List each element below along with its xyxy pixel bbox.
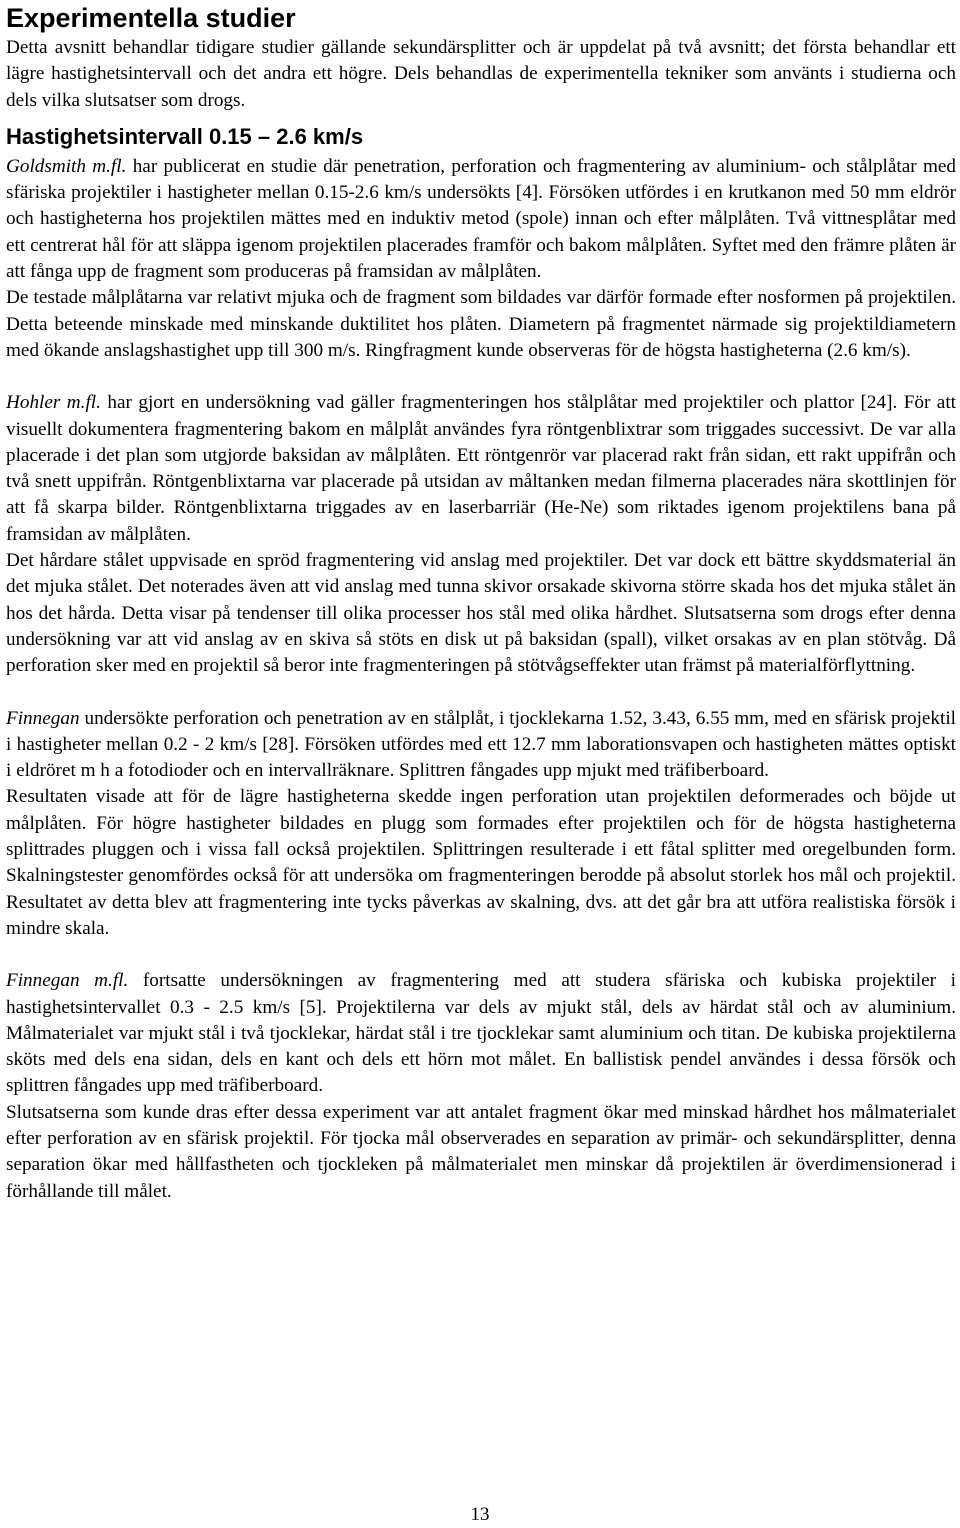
goldsmith-text: har publicerat en studie där penetration, perforation och fragmentering av aluminium- och stålplåtar med sfäriska projektiler i hastigheter mellan 0.15-2.6 km/s undersökts [4]. Försöken utfördes i en krutkanon med 50 mm eldrör och hastigheterna hos projektilen mättes med en induktiv metod (spole) innan och efter målplåten. Två vittnesplåtar med ett centrerat hål för att släppa igenom projektilen placerades framför och bakom målplåten. Syftet med den främre plåten är att fånga upp de fragment som produceras på framsidan av målplåten. [6, 155, 956, 283]
finnegan-mfl-paragraph [6, 968, 956, 1099]
hohler-text: har gjort en undersökning vad gäller fragmenteringen hos stålplåtar med projektiler och plattor [24]. För att visuellt dokumentera fragmentering bakom en målplåt användes fyra röntgenblixtrar som triggades successivt. De var alla placerade i det plan som utgjorde baksidan av målplåten. Ett röntgenrör var placerad rakt från sidan, ett rakt uppifrån och två snett uppifrån. Röntgenblixtarna var placerade på utsidan av måltanken medan filmerna placerades nära skottlinjen för att få skarpa bilder. Röntgenblixtarna triggades av en laserbarriär (He-Ne) som riktades igenom projektilens bana på framsidan av målplåten. [6, 392, 956, 545]
document-page [6, 0, 956, 1205]
goldsmith-results-paragraph: De testade målplåtarna var relativt mjuka och de fragment som bildades var därför formade efter nosformen på projektilen. Detta beteende minskade med minskande duktilitet hos plåten. Diametern på fragmentet närmade sig projektildiametern med ökande anslagshastighet upp till 300 m/s. Ringfragment kunde observeras för de högsta hastigheterna (2.6 km/s). [6, 287, 956, 361]
author-finnegan: Finnegan [6, 707, 80, 729]
section-title: Experimentella studier [6, 3, 296, 33]
finnegan-results-paragraph: Resultaten visade att för de lägre hastigheterna skedde ingen perforation utan projektilen deformerades och böjde ut målplåten. För högre hastigheter bildades en plugg som formades efter projektilen och för de högsta hastigheterna splittrades pluggen och i vissa fall också projektilen. Splittringen resulterade i ett fåtal splitter med oregelbunden form. Skalningstester genomfördes också för att undersöka om fragmenteringen berodde på absolut storlek hos mål och projektil. Resultatet av detta blev att fragmentering inte tycks påverkas av skalning, dvs. att det går bra att utföra realistiska försök i mindre skala. [6, 786, 956, 939]
hohler-results-paragraph: Det hårdare stålet uppvisade en spröd fragmentering vid anslag med projektiler. Det var dock ett bättre skyddsmaterial än det mjuka stålet. Det noterades även att vid anslag med tunna skivor orsakade skivorna större skada hos det mjuka stålet än hos det hårda. Detta visar på tendenser till olika processer hos stål med olika hårdhet. Slutsatserna som drogs efter denna undersökning var att vid anslag av en skiva så stöts en disk ut på baksidan (spall), vilket orsakas av en plan stötvåg. Då perforation sker med en projektil så beror inte fragmenteringen på stötvågseffekter utan främst på materialförflyttning. [6, 550, 956, 677]
finnegan-mfl-text: fortsatte undersökningen av fragmentering med att studera sfäriska och kubiska projektiler i hastighetsintervallet 0.3 - 2.5 km/s [5]. Projektilerna var dels av mjukt stål, dels av härdat stål och av aluminium. Målmaterialet var mjukt stål i två tjocklekar, härdat stål i tre tjocklekar samt aluminium och titan. De kubiska projektilerna sköts med dels ena sidan, dels en kant och dels ett hörn mot målet. En ballistisk pendel användes i dessa försök och splittren fångades upp med träfiberboard. [6, 970, 956, 1097]
subsection-heading: Hastighetsintervall 0.15 – 2.6 km/s [6, 123, 364, 149]
intro-paragraph: Detta avsnitt behandlar tidigare studier gällande sekundärsplitter och är uppdelat på två avsnitt; det första behandlar ett lägre hastighetsintervall och det andra ett högre. Dels behandlas de experimentella tekniker som använts i studierna och dels vilka slutsatser som drogs. [6, 37, 956, 111]
finnegan-text: undersökte perforation och penetration av en stålplåt, i tjocklekarna 1.52, 3.43, 6.55 mm, med en sfärisk projektil i hastigheter mellan 0.2 - 2 km/s [28]. Försöken utfördes med ett 12.7 mm laborationsvapen och hastigheten mättes optiskt i eldröret m h a fotodioder och en intervallräknare. Splittren fångades upp mjukt med träfiberboard. [6, 707, 956, 782]
hohler-paragraph [6, 390, 956, 548]
goldsmith-paragraph [6, 154, 956, 285]
page-number: 13 [470, 1504, 490, 1525]
author-goldsmith: Goldsmith m.fl. [6, 155, 127, 177]
author-hohler: Hohler m.fl. [6, 392, 101, 414]
author-finnegan-mfl: Finnegan m.fl. [6, 970, 129, 992]
finnegan-paragraph [6, 706, 956, 785]
finnegan-mfl-results-paragraph: Slutsatserna som kunde dras efter dessa experiment var att antalet fragment ökar med minskad hårdhet hos målmaterialet efter perforation av en sfärisk projektil. För tjocka mål observerades en separation av primär- och sekundärsplitter, denna separation ökar med hållfastheten och tjockleken på målmaterialet men minskar då projektilen är överdimensionerad i förhållande till målet. [6, 1101, 956, 1202]
